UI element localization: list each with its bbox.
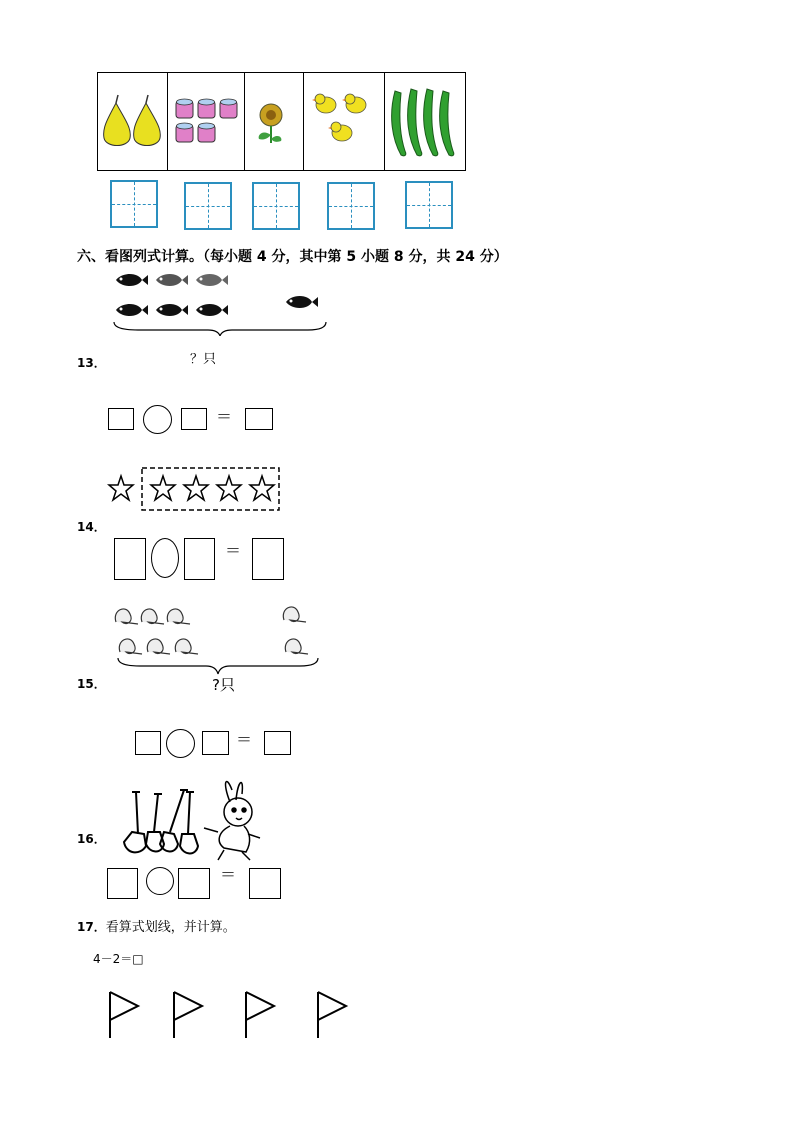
operator-circle-14[interactable] bbox=[151, 538, 179, 578]
equals-sign-14: ＝ bbox=[225, 541, 242, 560]
answer-box-16-b[interactable] bbox=[178, 868, 210, 899]
equals-sign-15: ＝ bbox=[236, 730, 253, 749]
question-number-17: 17． bbox=[77, 920, 106, 934]
question-mark-label-13: ？只 bbox=[190, 352, 217, 367]
flags-image bbox=[104, 986, 354, 1042]
chicks-cell bbox=[304, 73, 385, 170]
snail-icon bbox=[115, 607, 308, 654]
answer-box-15-a[interactable] bbox=[135, 731, 161, 755]
question-number-13: 13． bbox=[77, 356, 106, 370]
operator-circle-16[interactable] bbox=[146, 867, 174, 895]
flower-icon bbox=[245, 73, 302, 169]
question-mark-label-15: ?只 bbox=[212, 676, 235, 694]
equals-sign-16: ＝ bbox=[220, 865, 237, 884]
question-17 bbox=[77, 916, 236, 935]
picture-count-table bbox=[97, 72, 466, 171]
formula-17: 4－2＝□ bbox=[93, 952, 144, 966]
operator-circle-15[interactable] bbox=[166, 729, 195, 758]
cucumbers-cell bbox=[385, 73, 465, 170]
answer-box-14-b[interactable] bbox=[184, 538, 215, 580]
chick-icon bbox=[304, 73, 383, 169]
stars-image bbox=[106, 466, 282, 512]
drums-cell bbox=[168, 73, 245, 170]
flag-icon bbox=[110, 992, 346, 1038]
answer-grid-3[interactable] bbox=[252, 182, 300, 230]
answer-box-15-b[interactable] bbox=[202, 731, 229, 755]
operator-circle-13[interactable] bbox=[143, 405, 172, 434]
rabbit-shovels-image bbox=[118, 772, 278, 864]
drum-icon bbox=[168, 73, 243, 169]
fish-group-image bbox=[108, 270, 330, 336]
snail-group-image bbox=[110, 600, 322, 676]
answer-grid-5[interactable] bbox=[405, 181, 453, 229]
answer-box-15-c[interactable] bbox=[264, 731, 291, 755]
equals-sign-13: ＝ bbox=[216, 407, 233, 426]
star-icon bbox=[109, 476, 274, 500]
question-number-14: 14． bbox=[77, 520, 106, 534]
pears-cell bbox=[98, 73, 168, 170]
answer-box-16-a[interactable] bbox=[107, 868, 138, 899]
shovel-icon bbox=[124, 790, 198, 854]
question-prompt-17: 看算式划线，并计算。 bbox=[105, 920, 236, 935]
flower-cell bbox=[245, 73, 304, 170]
dashed-frame bbox=[142, 468, 279, 510]
answer-box-14-c[interactable] bbox=[252, 538, 284, 580]
answer-grid-1[interactable] bbox=[110, 180, 158, 228]
answer-grid-4[interactable] bbox=[327, 182, 375, 230]
pear-icon bbox=[98, 73, 166, 169]
answer-grid-2[interactable] bbox=[184, 182, 232, 230]
answer-box-14-a[interactable] bbox=[114, 538, 146, 580]
answer-box-13-b[interactable] bbox=[181, 408, 207, 430]
answer-box-13-c[interactable] bbox=[245, 408, 273, 430]
answer-box-13-a[interactable] bbox=[108, 408, 134, 430]
question-number-16: 16． bbox=[77, 832, 106, 846]
question-number-15: 15． bbox=[77, 677, 106, 691]
answer-box-16-c[interactable] bbox=[249, 868, 281, 899]
section-heading: 六、看图列式计算。（每小题 4 分，其中第 5 小题 8 分，共 24 分） bbox=[77, 249, 508, 265]
cucumber-icon bbox=[385, 73, 463, 169]
fish-icon bbox=[116, 274, 318, 316]
rabbit-icon bbox=[204, 781, 260, 860]
